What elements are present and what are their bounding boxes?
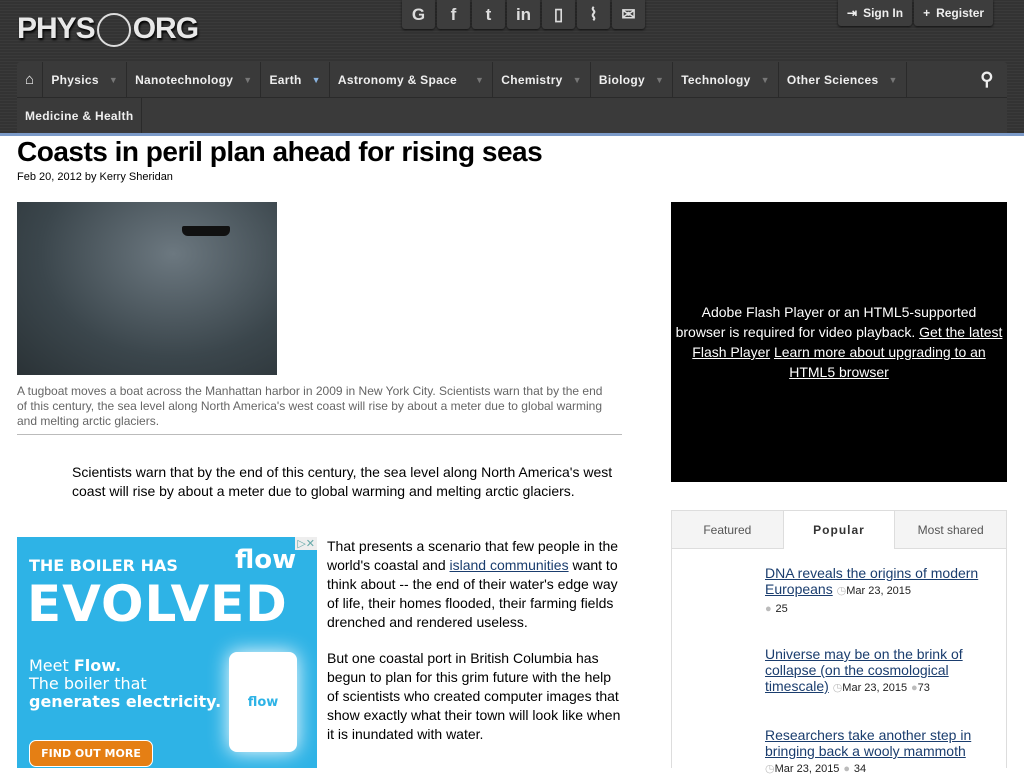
comment-icon: ●	[911, 682, 918, 694]
nav-earth[interactable]	[261, 62, 329, 97]
list-item	[765, 565, 990, 617]
twitter-icon[interactable]: t	[472, 0, 505, 29]
text: That presents a scenario that few people in the world's coastal and	[327, 538, 619, 573]
comment-count: 34	[853, 763, 867, 775]
social-links	[402, 0, 645, 29]
comment-count: 73	[917, 682, 930, 694]
nav-biology[interactable]	[591, 62, 673, 97]
tugboat	[182, 226, 230, 236]
ad-brand: flow	[247, 694, 279, 710]
ad-text: The boiler that	[29, 674, 147, 693]
story-link[interactable]: Universe may be on the brink of collapse (on the cosmological timescale)	[765, 646, 963, 694]
caret-down-icon: ▼	[108, 74, 119, 85]
advertisement[interactable]	[17, 537, 317, 768]
search-icon[interactable]: ⚲	[980, 69, 994, 89]
logo-text: PHYS	[17, 12, 95, 45]
register-label: Register	[936, 6, 985, 20]
text: Adobe Flash Player or an HTML5-supported browser is required for video playback.	[675, 304, 977, 340]
caret-down-icon: ▼	[654, 74, 665, 85]
caret-down-icon: ▼	[475, 74, 485, 85]
caret-down-icon: ▼	[311, 74, 321, 85]
comment-icon: ●	[843, 763, 850, 775]
list-item	[765, 727, 990, 777]
nav-chemistry[interactable]	[493, 62, 591, 97]
ad-copy	[29, 657, 221, 711]
story-date: Mar 23, 2015	[774, 763, 840, 775]
caret-down-icon: ▼	[888, 74, 898, 85]
caret-down-icon: ▼	[572, 74, 582, 85]
nav-label: Nanotechnology	[135, 72, 234, 87]
nav-label: Biology	[598, 72, 645, 87]
paragraph	[327, 537, 622, 632]
list-item	[765, 646, 990, 696]
nav-other-sciences[interactable]	[779, 62, 907, 97]
nav-label: Earth	[269, 72, 302, 87]
site-logo[interactable]	[17, 12, 198, 47]
paragraph: But one coastal port in British Columbia has begun to plan for this grim future with the help of scientists who created computer images that show exactly what their town will look like when it is inundated with water.	[327, 650, 621, 742]
logo-text: ORG	[132, 12, 199, 45]
image-caption: A tugboat moves a boat across the Manhattan harbor in 2009 in New York City. Scientists warn that by the end of this century, the sea level along North America's west coast will rise by about a meter due to global warming and melting arctic glaciers.	[17, 384, 603, 428]
article-image[interactable]	[17, 202, 277, 375]
sign-in-label: Sign In	[863, 6, 904, 20]
text: want to think about -- the end of their water's edge way of life, their homes flooded, their farming fields drenched and rendered useless.	[327, 557, 618, 630]
atom-icon	[97, 13, 131, 47]
sign-in-button[interactable]	[838, 0, 912, 26]
nav-label: Chemistry	[501, 72, 563, 87]
tab-most-shared[interactable]: Most shared	[895, 511, 1006, 549]
boiler-illustration	[229, 652, 297, 752]
nav-nanotechnology[interactable]	[127, 62, 261, 97]
register-button[interactable]	[914, 0, 993, 26]
get-flash-link[interactable]: Get the latest Flash Player	[692, 324, 1003, 360]
nav-label: Technology	[681, 72, 751, 87]
clock-icon: ◷	[765, 763, 775, 775]
nav-technology[interactable]	[673, 62, 779, 97]
sign-in-icon: ⇥	[847, 6, 858, 20]
nav-medicine-health[interactable]: Medicine & Health	[17, 98, 142, 134]
comment-count: 25	[775, 603, 788, 615]
divider	[17, 434, 622, 435]
byline: Feb 20, 2012 by Kerry Sheridan	[17, 171, 173, 183]
site-header	[0, 0, 1024, 134]
ad-text: generates electricity.	[29, 692, 222, 711]
nav-astronomy-space[interactable]	[330, 62, 493, 97]
rss-icon[interactable]: ⌇	[577, 0, 610, 29]
story-date: Mar 23, 2015	[842, 682, 908, 694]
ad-text: Flow.	[73, 656, 122, 675]
nav-label: Other Sciences	[786, 72, 879, 87]
stories-tabs	[671, 510, 1007, 775]
html5-link[interactable]: Learn more about upgrading to an HTML5 browser	[773, 344, 986, 380]
clock-icon: ◷	[832, 682, 843, 694]
video-player[interactable]	[671, 202, 1007, 482]
article-title: Coasts in peril plan ahead for rising seas	[17, 136, 543, 167]
ad-brand: flow	[235, 545, 297, 575]
google-plus-icon[interactable]: G	[402, 0, 435, 29]
story-link[interactable]: DNA reveals the origins of modern Europeans	[765, 565, 979, 597]
ad-close-icon[interactable]: ▷✕	[297, 537, 315, 550]
caret-down-icon: ▼	[243, 74, 253, 85]
flash-notice	[675, 302, 1003, 382]
island-communities-link[interactable]: island communities	[449, 557, 569, 573]
find-out-more-button[interactable]: FIND OUT MORE	[29, 740, 153, 767]
account-links	[838, 0, 993, 26]
article-lead: Scientists warn that by the end of this century, the sea level along North America's west coast will rise by about a meter due to global warming and melting arctic glaciers.	[72, 464, 613, 499]
ad-text: Meet	[29, 656, 74, 675]
mobile-icon[interactable]: ▯	[542, 0, 575, 29]
clock-icon: ◷	[836, 585, 847, 597]
story-link[interactable]: Researchers take another step in bringing back a wooly mammoth	[765, 727, 972, 759]
nav-label: Physics	[51, 72, 99, 87]
facebook-icon[interactable]: f	[437, 0, 470, 29]
plus-icon: +	[923, 6, 931, 20]
story-date: Mar 23, 2015	[846, 585, 912, 597]
tab-featured[interactable]: Featured	[672, 511, 783, 549]
ad-headline: THE BOILER HAS	[29, 556, 178, 575]
comment-icon: ●	[765, 603, 772, 615]
linkedin-icon[interactable]: in	[507, 0, 540, 29]
email-icon[interactable]: ✉	[612, 0, 645, 29]
nav-label: Astronomy & Space	[337, 72, 458, 87]
tab-popular[interactable]: Popular	[783, 511, 896, 549]
article-body	[327, 537, 622, 761]
caret-down-icon: ▼	[760, 74, 770, 85]
ad-headline-big: EVOLVED	[27, 575, 288, 633]
nav-physics[interactable]	[43, 62, 127, 97]
main-nav	[17, 62, 1007, 133]
home-icon[interactable]: ⌂	[17, 62, 43, 97]
